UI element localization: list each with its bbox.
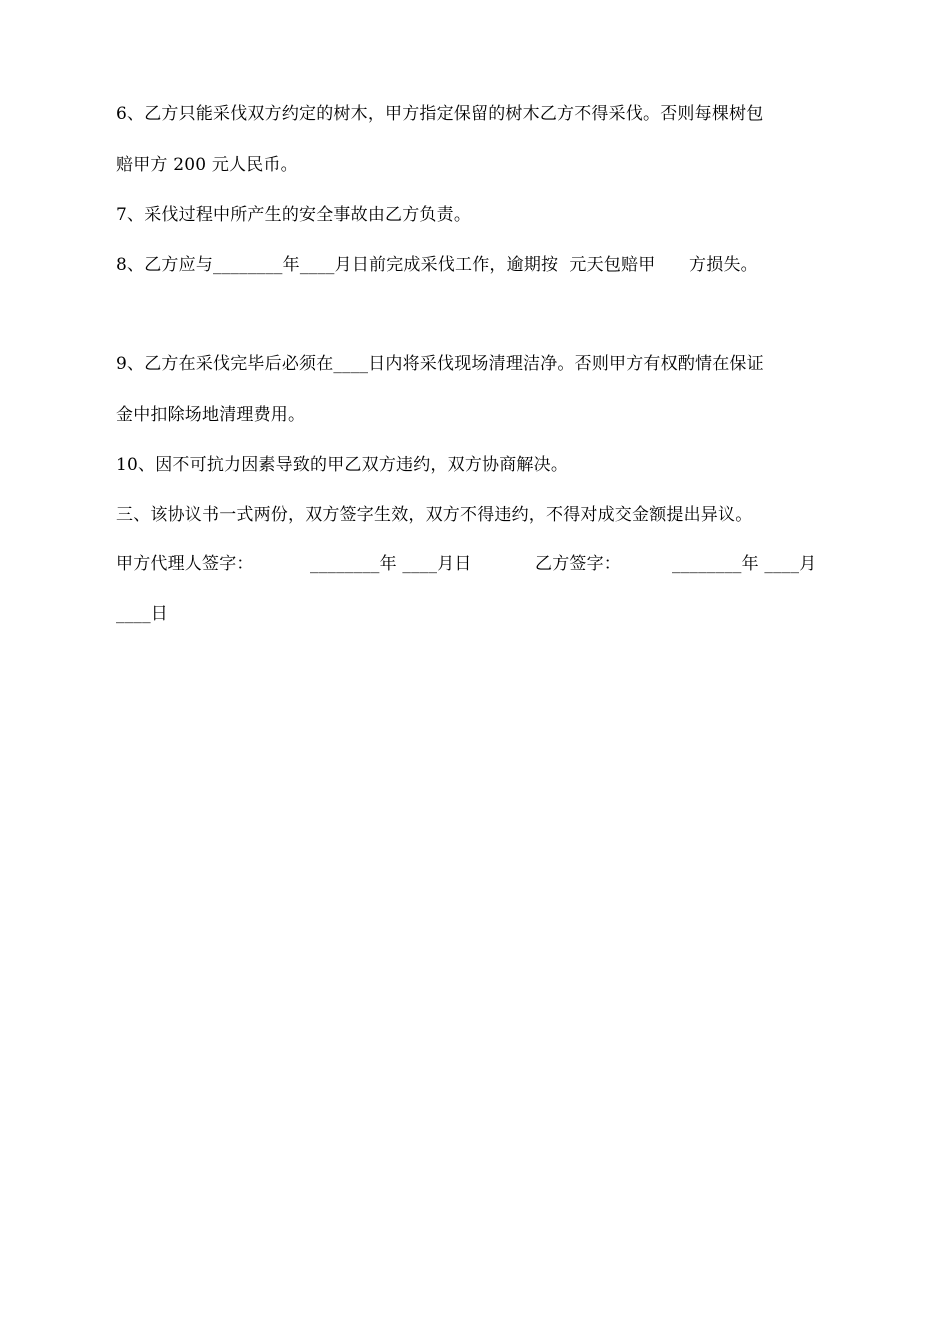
signature-row xyxy=(116,552,840,576)
party-b-signature-label: 乙方签字： xyxy=(535,554,621,574)
clause-7: 7、采伐过程中所产生的安全事故由乙方负责。 xyxy=(116,205,472,225)
party-b-signature-date: ________年 ____月 xyxy=(672,554,817,574)
clause-9-line-2: 金中扣除场地清理费用。 xyxy=(116,405,306,425)
section-3: 三、该协议书一式两份，双方签字生效，双方不得违约，不得对成交金额提出异议。 xyxy=(116,505,753,525)
party-a-signature-date: ________年 ____月日 xyxy=(310,554,472,574)
clause-10: 10、因不可抗力因素导致的甲乙双方违约，双方协商解决。 xyxy=(116,455,569,475)
clause-6-line-2: 赔甲方 200 元人民币。 xyxy=(116,155,298,175)
party-a-signature-label: 甲方代理人签字： xyxy=(116,554,254,574)
party-b-signature-day: ____日 xyxy=(116,604,168,624)
clause-9-line-1: 9、乙方在采伐完毕后必须在____日内将采伐现场清理洁净。否则甲方有权酌情在保证 xyxy=(116,354,764,374)
clause-8: 8、乙方应与________年____月日前完成采伐工作，逾期按 元天包赔甲 方损失。 xyxy=(116,255,758,275)
clause-6-line-1: 6、乙方只能采伐双方约定的树木，甲方指定保留的树木乙方不得采伐。否则每棵树包 xyxy=(116,104,764,124)
